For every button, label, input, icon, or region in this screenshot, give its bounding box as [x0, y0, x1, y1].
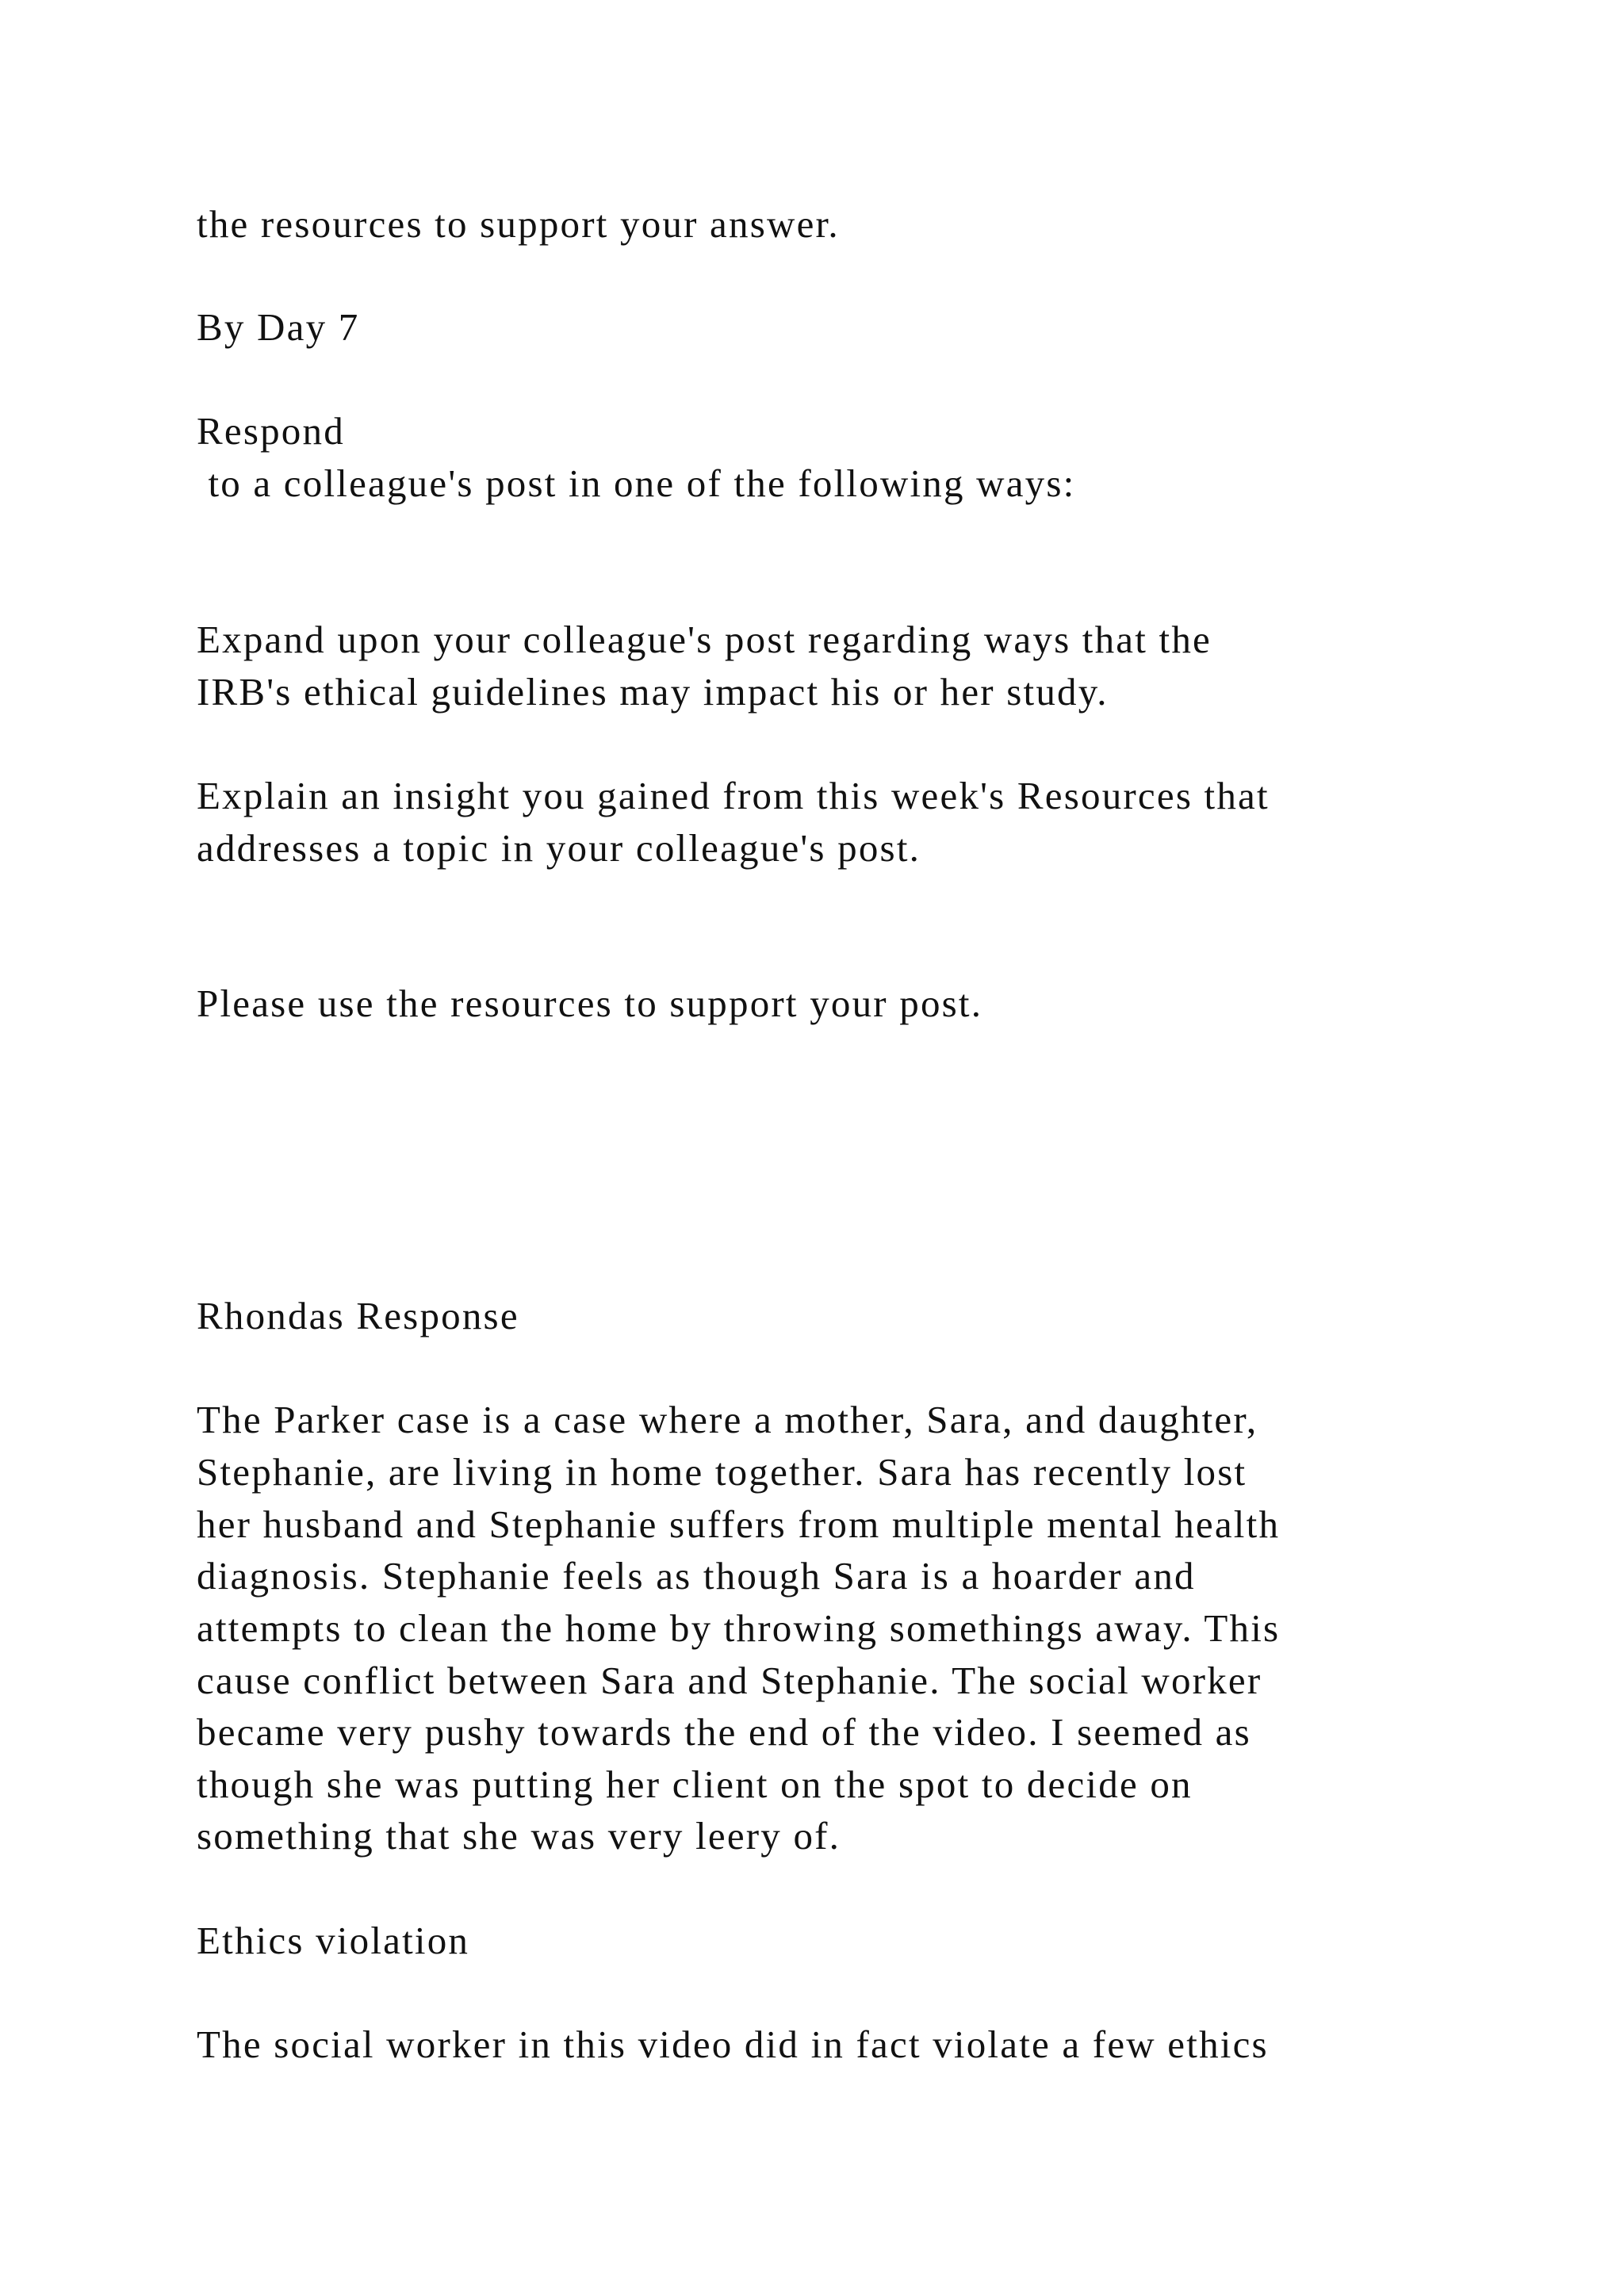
text-line: IRB's ethical guidelines may impact his or her study. [197, 670, 1109, 714]
text-line: though she was putting her client on the spot to decide on [197, 1762, 1193, 1806]
text-line: The social worker in this video did in fact violate a few ethics [197, 2022, 1269, 2066]
text-line: her husband and Stephanie suffers from multiple mental health [197, 1502, 1281, 1546]
text-line: Explain an insight you gained from this week's Resources that [197, 774, 1270, 817]
text-line: The Parker case is a case where a mother, Sara, and daughter, [197, 1398, 1258, 1441]
text-line: Stephanie, are living in home together. Sara has recently lost [197, 1450, 1247, 1494]
section-heading: Rhondas Response [197, 1294, 519, 1337]
text-line: became very pushy towards the end of the video. I seemed as [197, 1710, 1251, 1754]
text-line: the resources to support your answer. [197, 202, 840, 246]
text-line: cause conflict between Sara and Stephanie. The social worker [197, 1659, 1262, 1702]
text-line: addresses a topic in your colleague's post. [197, 826, 921, 870]
text-line: By Day 7 [197, 305, 360, 349]
text-line: Respond [197, 409, 345, 453]
text-line: something that she was very leery of. [197, 1814, 841, 1858]
text-line: Please use the resources to support your post. [197, 982, 983, 1025]
text-line: diagnosis. Stephanie feels as though Sara is a hoarder and [197, 1554, 1196, 1598]
text-line: Expand upon your colleague's post regarding ways that the [197, 618, 1212, 661]
section-heading: Ethics violation [197, 1919, 470, 1962]
text-line: to a colleague's post in one of the following ways: [197, 461, 1076, 505]
text-line: attempts to clean the home by throwing somethings away. This [197, 1606, 1281, 1650]
